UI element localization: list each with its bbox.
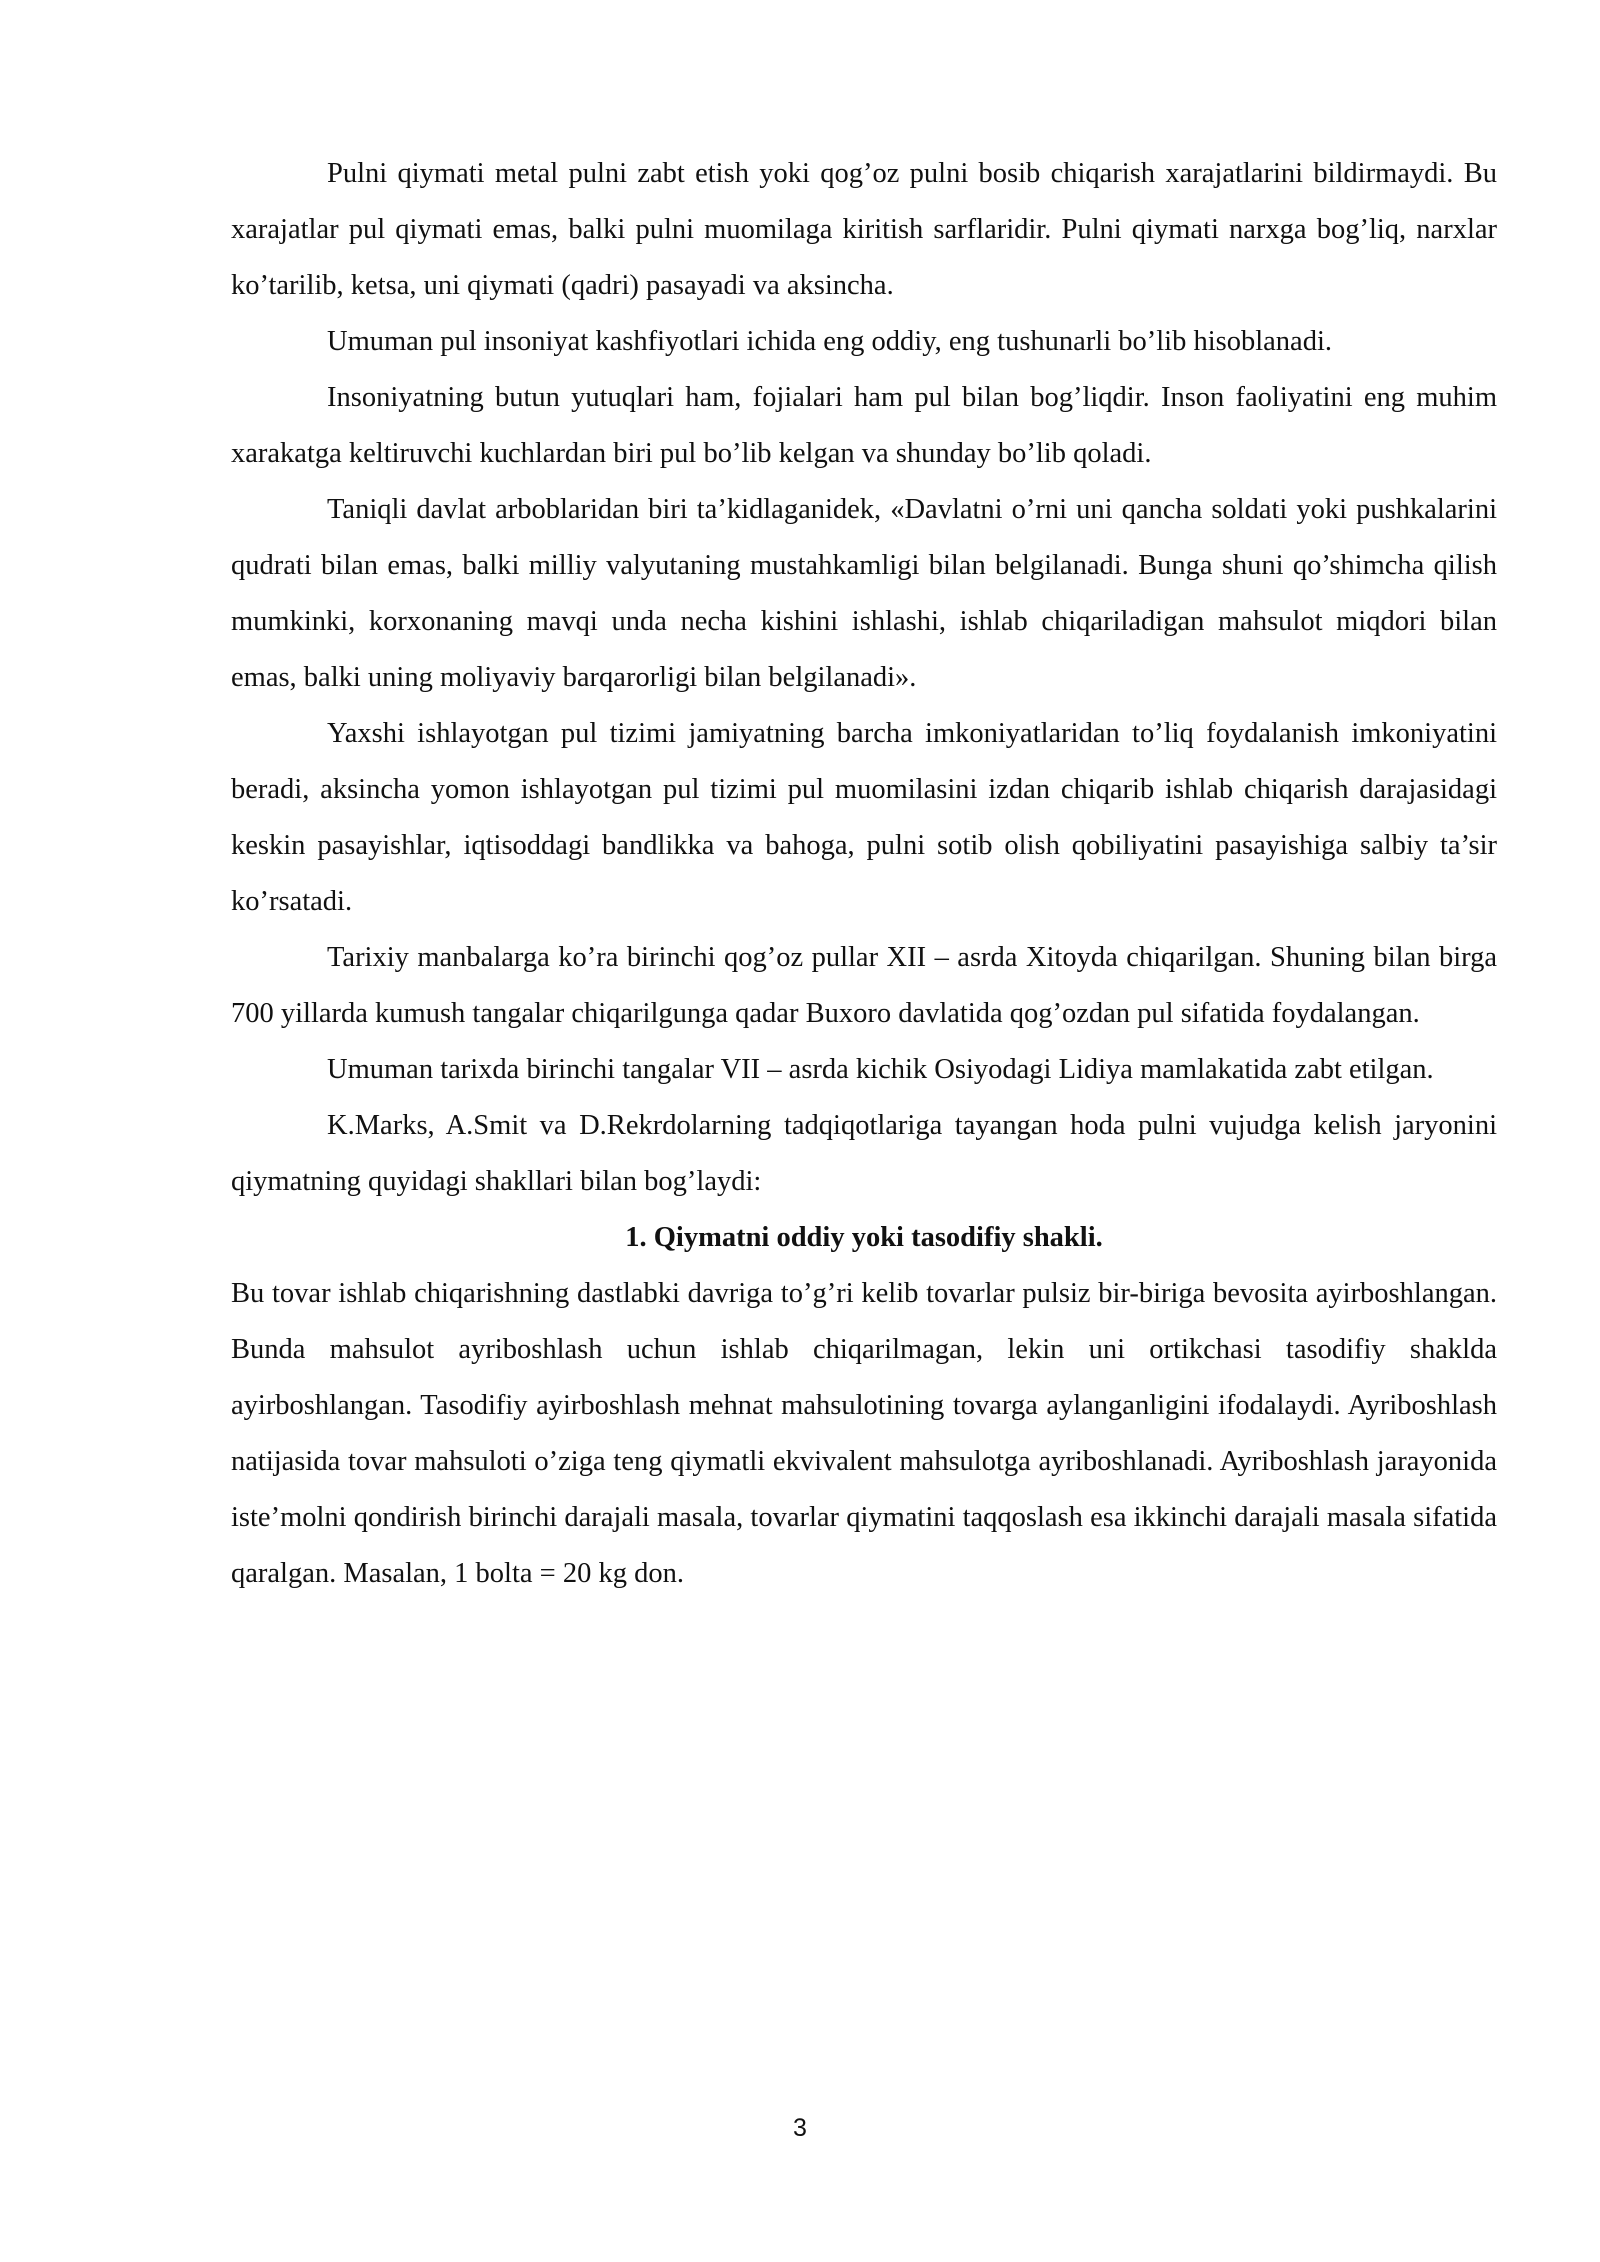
paragraph-simple-value-form: Bu tovar ishlab chiqarishning dastlabki davriga to’g’ri kelib tovarlar pulsiz bir-biriga bevosita ayirboshlangan. Bunda mahsulot ayriboshlash uchun ishlab chiqarilmagan, lekin uni ortikchasi tasodifiy shaklda ayirboshlangan. Tasodifiy ayirboshlash mehnat mahsulotining tovarga aylanganligini ifodalaydi. Ayriboshlash natijasida tovar mahsuloti o’ziga teng qiymatli ekvivalent mahsulotga ayriboshlanadi. Ayriboshlash jarayonida iste’molni qondirish birinchi darajali masala, tovarlar qiymatini taqqoslash esa ikkinchi darajali masala sifatida qaralgan. Masalan, 1 bolta = 20 kg don. [231, 1278, 1497, 1589]
paragraph-first-coins: Umuman tarixda birinchi tangalar VII – asrda kichik Osiyodagi Lidiya mamlakatida zabt etilgan. [327, 1054, 1434, 1085]
page-number: 3 [793, 2114, 807, 2142]
paragraph-humanity-achievements: Insoniyatning butun yutuqlari ham, fojialari ham pul bilan bog’liqdir. Inson faoliyatini eng muhim xarakatga keltiruvchi kuchlardan biri pul bo’lib kelgan va shunday bo’lib qoladi. [231, 382, 1497, 469]
paragraph-paper-money-history: Tarixiy manbalarga ko’ra birinchi qog’oz pullar XII – asrda Xitoyda chiqarilgan. Shuning bilan birga 700 yillarda kumush tangalar chiqarilgunga qadar Buxoro davlatida qog’ozdan pul sifatida foydalangan. [231, 942, 1497, 1029]
paragraph-money-value: Pulni qiymati metal pulni zabt etish yoki qog’oz pulni bosib chiqarish xarajatlarini bildirmaydi. Bu xarajatlar pul qiymati emas, balki pulni muomilaga kiritish sarflaridir. Pulni qiymati narxga bog’liq, narxlar ko’tarilib, ketsa, uni qiymati (qadri) pasayadi va aksincha. [231, 158, 1497, 301]
section-heading: 1. Qiymatni oddiy yoki tasodifiy shakli. [625, 1222, 1103, 1253]
page-body [231, 146, 1497, 1602]
paragraph-value-forms-intro: K.Marks, A.Smit va D.Rekrdolarning tadqiqotlariga tayangan hoda pulni vujudga kelish jaryonini qiymatning quyidagi shakllari bilan bog’laydi: [231, 1110, 1497, 1197]
paragraph-money-invention: Umuman pul insoniyat kashfiyotlari ichida eng oddiy, eng tushunarli bo’lib hisoblanadi. [327, 326, 1332, 357]
paragraph-statesman-quote: Taniqli davlat arboblaridan biri ta’kidlaganidek, «Davlatni o’rni uni qancha soldati yoki pushkalarini qudrati bilan emas, balki milliy valyutaning mustahkamligi bilan belgilanadi. Bunga shuni qo’shimcha qilish mumkinki, korxonaning mavqi unda necha kishini ishlashi, ishlab chiqariladigan mahsulot miqdori bilan emas, balki uning moliyaviy barqarorligi bilan belgilanadi». [231, 494, 1497, 693]
paragraph-money-system: Yaxshi ishlayotgan pul tizimi jamiyatning barcha imkoniyatlaridan to’liq foydalanish imkoniyatini beradi, aksincha yomon ishlayotgan pul tizimi pul muomilasini izdan chiqarib ishlab chiqarish darajasidagi keskin pasayishlar, iqtisoddagi bandlikka va bahoga, pulni sotib olish qobiliyatini pasayishiga salbiy ta’sir ko’rsatadi. [231, 718, 1497, 917]
